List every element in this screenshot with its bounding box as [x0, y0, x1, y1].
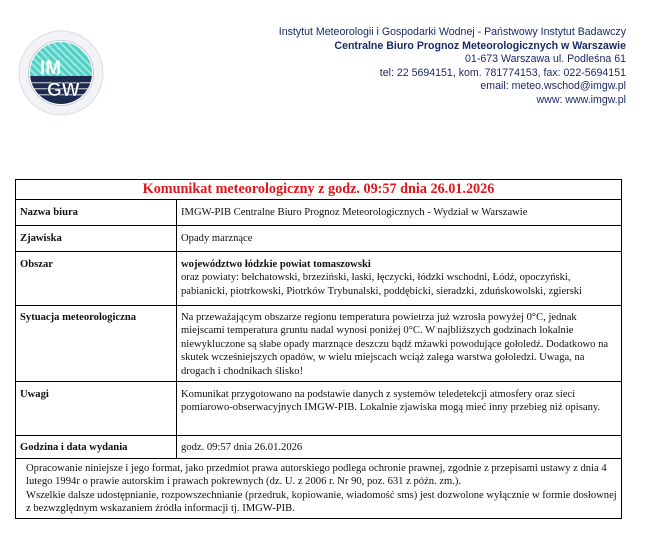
- label-office-name: Nazwa biura: [16, 200, 177, 226]
- institute-header: [279, 26, 626, 108]
- row-office-name: [16, 200, 622, 226]
- message-title: Komunikat meteorologiczny z godz. 09:57 dnia 26.01.2026: [16, 180, 622, 200]
- row-situation: [16, 306, 622, 382]
- value-office-name: IMGW-PIB Centralne Biuro Prognoz Meteorologicznych - Wydział w Warszawie: [177, 200, 622, 226]
- value-area: [177, 252, 622, 306]
- address: 01-673 Warszawa ul. Podleśna 61: [465, 53, 626, 66]
- website-link[interactable]: www: www.imgw.pl: [536, 93, 626, 106]
- label-phenomena: Zjawiska: [16, 226, 177, 252]
- imgw-logo: [18, 30, 104, 116]
- logo-text-gw: GW: [47, 80, 80, 101]
- email-link[interactable]: email: meteo.wschod@imgw.pl: [480, 80, 626, 93]
- label-situation: Sytuacja meteorologiczna: [16, 306, 177, 382]
- value-situation: Na przeważającym obszarze regionu temperatura powietrza już wzrosła powyżej 0°C, jednak miejscami temperatura gruntu nadal wynosi poniżej 0°C. W najbliższych godzinach lokalnie niewykluczone są słabe opady marznące deszczu bądź mżawki powodujące gołoledź. Dodatkowo na skutek wcześniejszych opadów, w wielu miejscach wciąż zalega warstwa gołoledzi. Uwaga, na drogach i chodnikach ślisko!: [177, 306, 622, 382]
- row-footer: [16, 459, 622, 519]
- bureau-name: Centralne Biuro Prognoz Meteorologicznych w Warszawie: [334, 39, 626, 52]
- message-table: [15, 179, 622, 519]
- logo-text-im: IM: [40, 58, 62, 79]
- area-main-county: województwo łódzkie powiat tomaszowski: [181, 259, 371, 270]
- distribution-notice: Wszelkie dalsze udostępnianie, rozpowszechnianie (przedruk, kopiowanie, wiadomość sms) jest dozwolone wyłącznie w formie dosłownej z bezwzględnym wskazaniem źródła informacji tj. IMGW-PIB.: [26, 489, 617, 515]
- value-issue-time: godz. 09:57 dnia 26.01.2026: [177, 436, 622, 459]
- copyright-notice: Opracowanie niniejsze i jego format, jako przedmiot prawa autorskiego podlega ochronie prawnej, zgodnie z przepisami ustawy z dnia 4 lutego 1994r o prawie autorskim i prawach pokrewnych (dz. U. z 2006 r. Nr 90, poz. 631 z późn. zm.).: [26, 463, 607, 488]
- value-phenomena: Opady marznące: [177, 226, 622, 252]
- row-phenomena: [16, 226, 622, 252]
- legal-footer: [16, 459, 622, 519]
- value-remarks: Komunikat przygotowano na podstawie danych z systemów teledetekcji atmosfery oraz sieci pomiarowo-obserwacyjnych IMGW-PIB. Lokalnie zjawiska mogą mieć inny przebieg niż opisany.: [177, 382, 622, 436]
- label-issue-time: Godzina i data wydania: [16, 436, 177, 459]
- row-remarks: [16, 382, 622, 436]
- label-area: Obszar: [16, 252, 177, 306]
- label-remarks: Uwagi: [16, 382, 177, 436]
- area-other-counties: oraz powiaty: bełchatowski, brzeziński, łaski, łęczycki, łódzki wschodni, Łódź, opoczyński, pabianicki, piotrkowski, Piotrków Trybunalski, poddębicki, sieradzki, zduńskowolski, zgierski: [181, 272, 583, 297]
- phone-numbers: tel: 22 5694151, kom. 781774153, fax: 022-5694151: [379, 66, 626, 79]
- row-area: [16, 252, 622, 306]
- imgw-logo-emblem: [18, 30, 104, 116]
- row-issue-time: [16, 436, 622, 459]
- institute-name: Instytut Meteorologii i Gospodarki Wodnej - Państwowy Instytut Badawczy: [278, 26, 626, 38]
